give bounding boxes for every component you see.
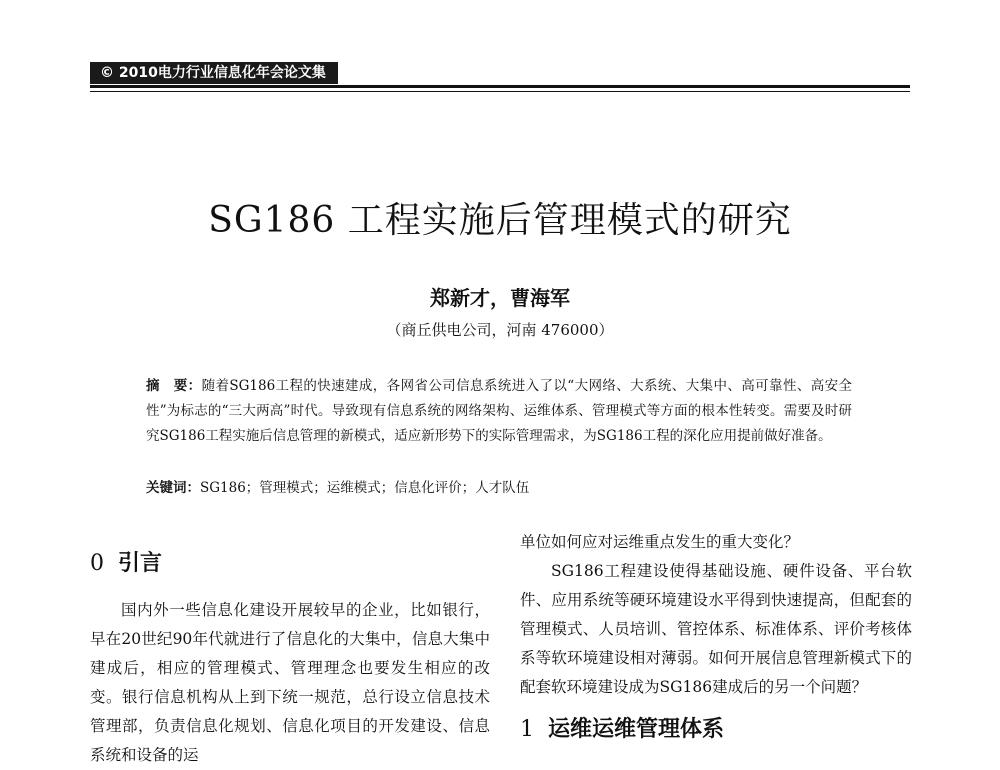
keywords-text: SG186；管理模式；运维模式；信息化评价；人才队伍 bbox=[200, 480, 530, 496]
keywords bbox=[146, 477, 852, 499]
abstract-text: 随着SG186工程的快速建成，各网省公司信息系统进入了以“大网络、大系统、大集中、高可靠性、高安全性”为标志的“三大两高”时代。导致现有信息系统的网络架构、运维体系、管理模式等方面的根本性转变。需要及时研究SG186工程实施后信息管理的新模式，适应新形势下的实际管理需求，为SG186工程的深化应用提前做好准备。 bbox=[146, 378, 853, 444]
left-column bbox=[90, 548, 490, 770]
section-title: 运维运维管理体系 bbox=[548, 716, 725, 742]
abstract bbox=[146, 374, 852, 449]
section-number: 0 bbox=[90, 551, 104, 576]
header-rule-thick bbox=[90, 85, 910, 88]
header-rule-thin bbox=[90, 91, 910, 92]
abstract-label: 摘 要： bbox=[146, 378, 202, 394]
intro-paragraph: 国内外一些信息化建设开展较早的企业，比如银行，早在20世纪90年代就进行了信息化的大集中，信息大集中建成后，相应的管理模式、管理理念也要发生相应的改变。银行信息机构从上到下统一规范，总行设立信息技术管理部，负责信息化规划、信息化项目的开发建设、信息系统和设备的运 bbox=[90, 601, 490, 764]
proceedings-header-label: © 2010电力行业信息化年会论文集 bbox=[100, 65, 326, 81]
body-paragraph: SG186工程建设使得基础设施、硬件设备、平台软件、应用系统等硬环境建设水平得到快速提高，但配套的管理模式、人员培训、管控体系、标准体系、评价考核体系等软环境建设相对薄弱。如何开展信息管理新模式下的配套软环境建设成为SG186建成后的另一个问题？ bbox=[520, 562, 912, 696]
section-number: 1 bbox=[520, 717, 534, 742]
paper-affiliation: （商丘供电公司，河南 476000） bbox=[386, 321, 614, 339]
right-column bbox=[520, 528, 912, 762]
section-heading-introduction bbox=[90, 548, 490, 578]
section-heading-1 bbox=[520, 714, 912, 744]
keywords-label: 关键词： bbox=[146, 480, 200, 496]
section-title: 引言 bbox=[118, 550, 163, 576]
continued-paragraph: 单位如何应对运维重点发生的重大变化？ bbox=[520, 533, 800, 551]
proceedings-header-banner bbox=[90, 62, 338, 84]
paper-title: SG186 工程实施后管理模式的研究 bbox=[208, 200, 792, 241]
paper-authors: 郑新才，曹海军 bbox=[430, 286, 570, 310]
